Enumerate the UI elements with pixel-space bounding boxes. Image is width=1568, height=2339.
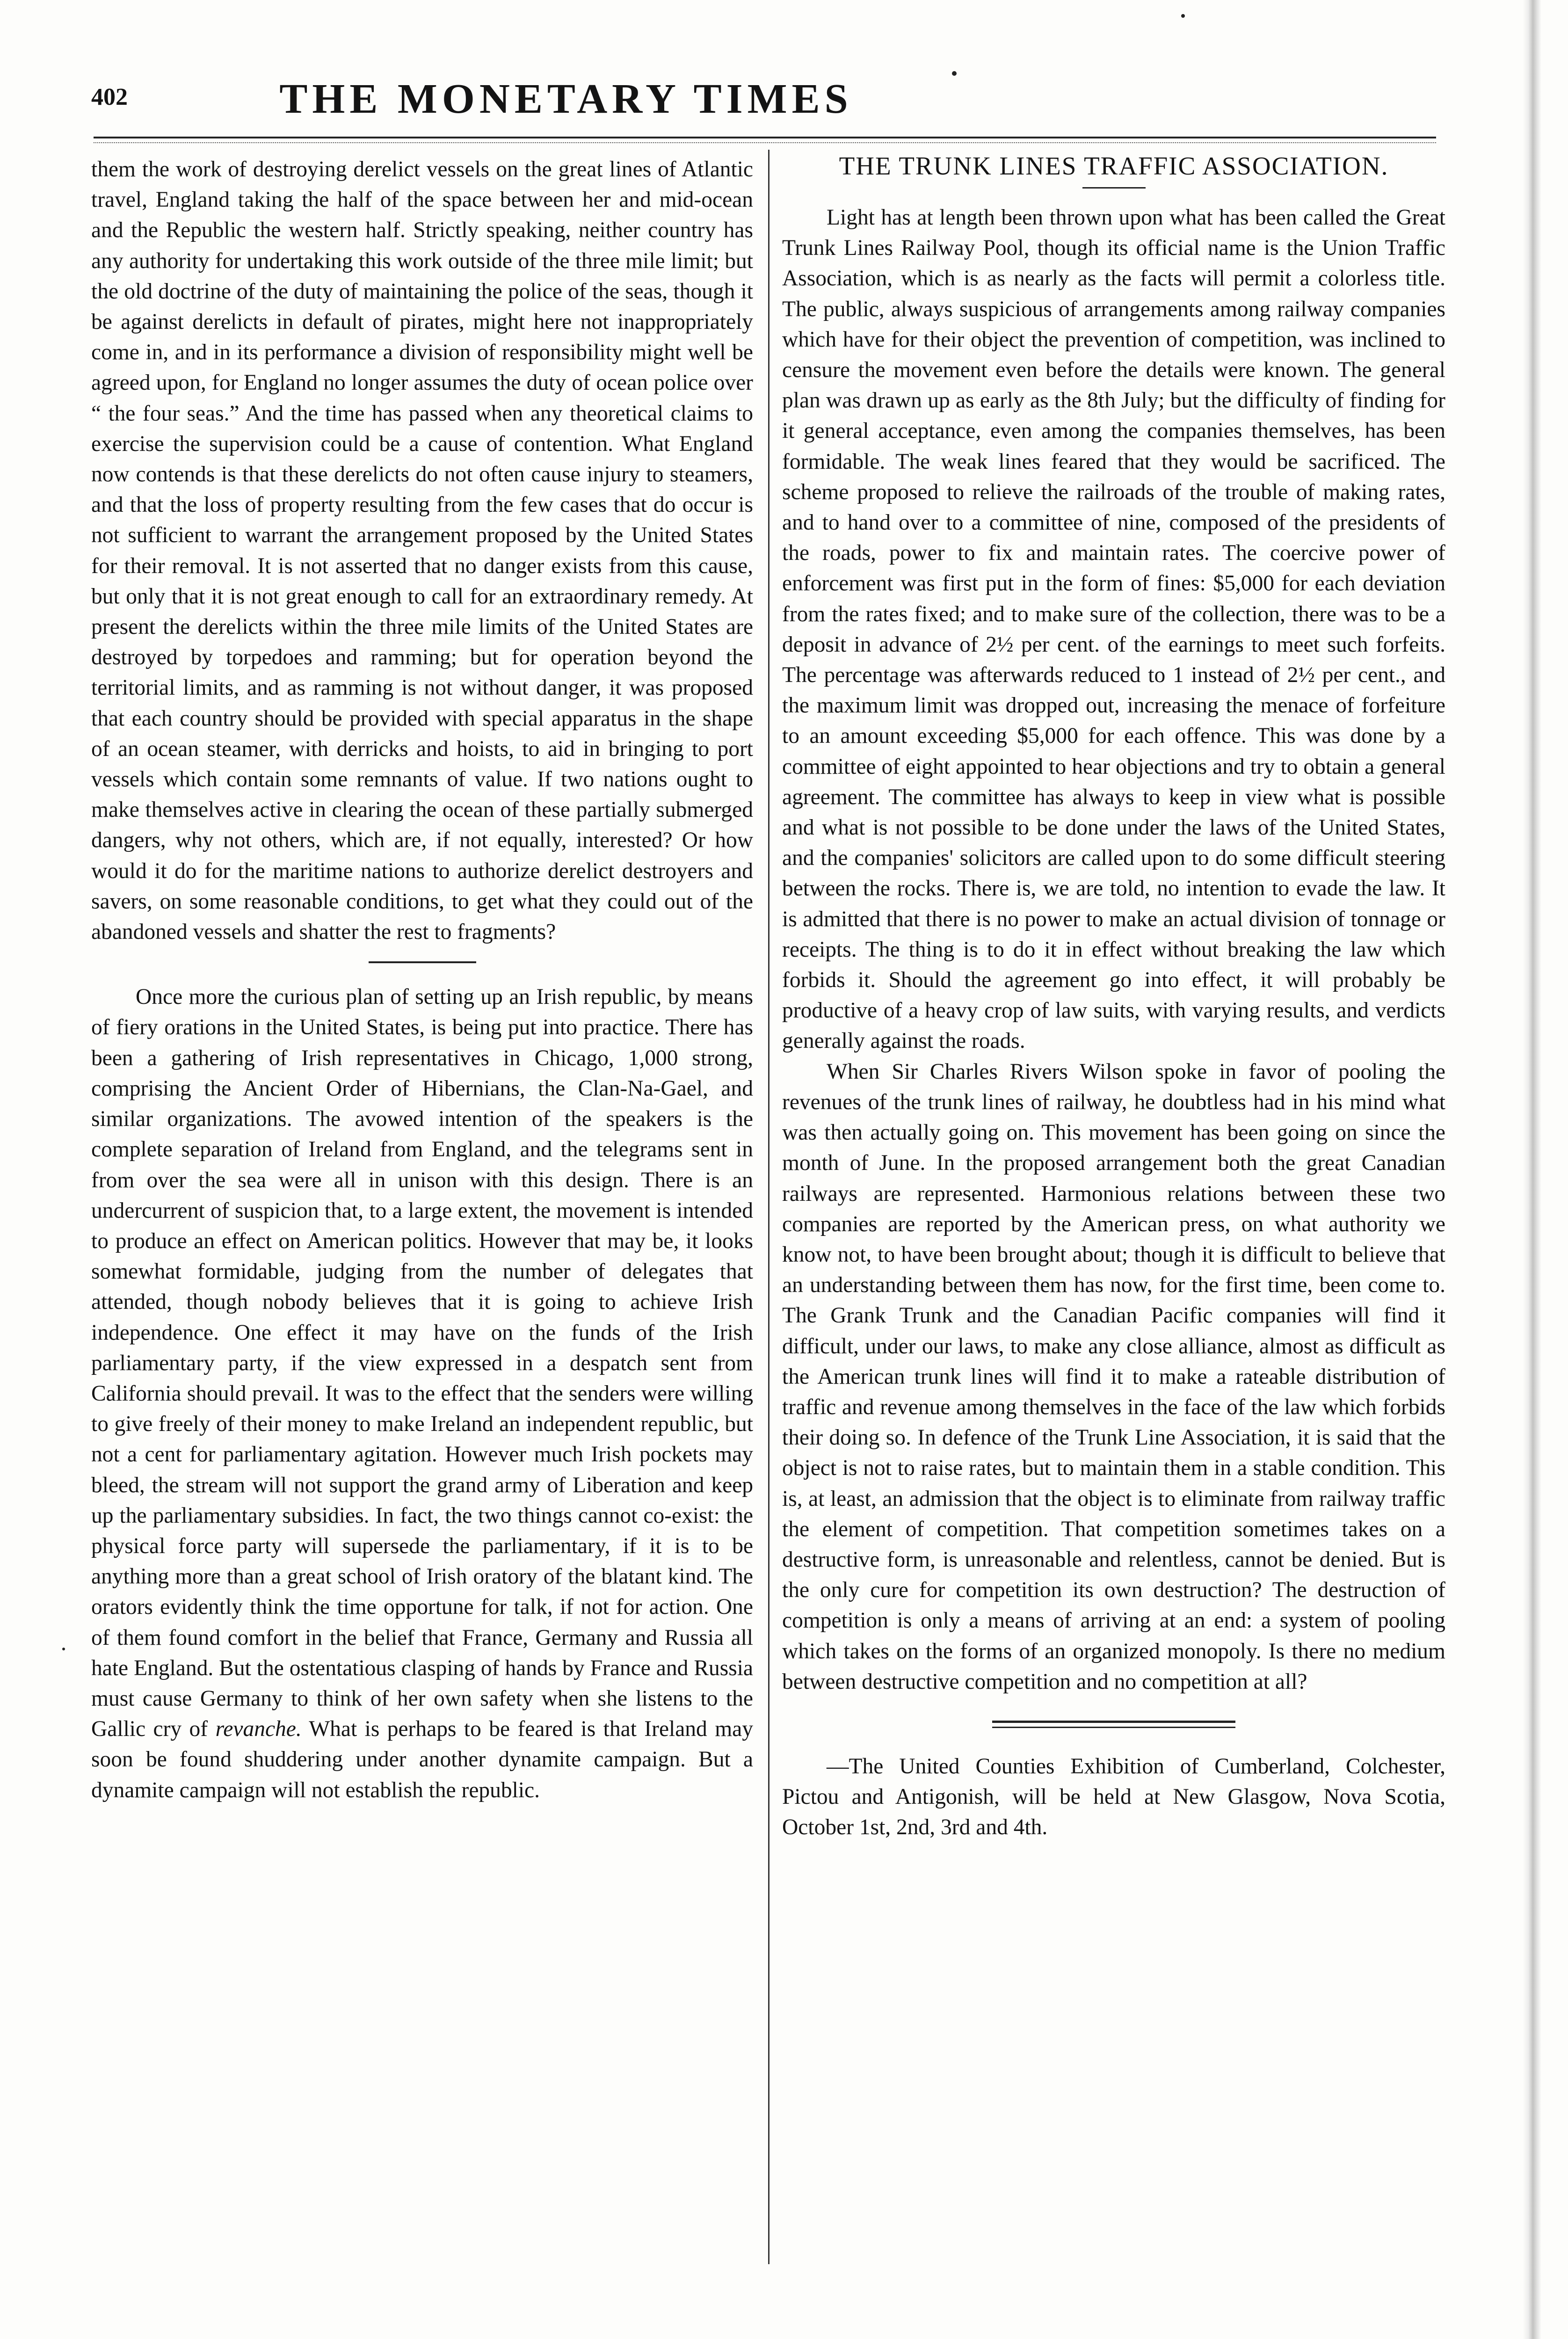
irish-republic-text-end: What is perhaps to be feared is that Ireland may soon be found shuddering under another dynamite campaign. But a dynamite campaign will not establish the republic. xyxy=(91,1717,754,1802)
page-edge-shadow xyxy=(1523,0,1541,2339)
print-speck xyxy=(1181,14,1185,18)
section-divider xyxy=(369,961,476,963)
left-column xyxy=(91,154,753,1806)
print-speck xyxy=(62,1648,65,1650)
exhibition-notice: —The United Counties Exhibition of Cumberland, Colchester, Pictou and Antigonish, will be held at New Glasgow, Nova Scotia, October 1st, 2nd, 3rd and 4th. xyxy=(782,1754,1445,1840)
page-number: 402 xyxy=(91,84,128,110)
article-title: THE TRUNK LINES TRAFFIC ASSOCIATION. xyxy=(839,152,1389,180)
header-dotted-rule xyxy=(94,142,1436,143)
double-divider xyxy=(992,1721,1235,1728)
revanche-italic: revanche. xyxy=(215,1717,302,1742)
right-column xyxy=(782,154,1445,1843)
derelicts-paragraph: them the work of destroying derelict vessels on the great lines of Atlantic travel, England taking the half of the space between her and mid-ocean and the Republic the western half. Strictly speaking, neither country has any authority for undertaking this work outside of the three mile limit; but the old doctrine of the duty of maintaining the police of the seas, though it be against derelicts in default of pirates, might here not inappropriately come in, and in its performance a division of responsibility might well be agreed upon, for England no longer assumes the duty of ocean police over “ the four seas.” And the time has passed when any theoretical claims to exercise the supervision could be a cause of contention. What England now contends is that these derelicts do not often cause injury to steamers, and that the loss of property resulting from the few cases that do occur is not sufficient to warrant the arrangement proposed by the United States for their removal. It is not asserted that no danger exists from this cause, but only that it is not great enough to call for an extraordinary remedy. At present the derelicts within the three mile limits of the United States are destroyed by torpedoes and ramming; but for operation beyond the territorial limits, and as ramming is not without danger, it was proposed that each country should be provided with special apparatus in the shape of an ocean steamer, with derricks and hoists, to aid in bringing to port vessels which contain some remnants of value. If two nations ought to make themselves active in clearing the ocean of these partially submerged dangers, why not others, which are, if not equally, interested? Or how would it do for the maritime nations to authorize derelict destroyers and savers, on some reasonable conditions, to get what they could out of the abandoned vessels and shatter the rest to fragments? xyxy=(91,157,753,944)
pooling-paragraph: When Sir Charles Rivers Wilson spoke in favor of pooling the revenues of the trunk lines of railway, he doubtless had in his mind what was then actually going on. This movement has been going on since the month of June. In the proposed arrangement both the great Canadian railways are represented. Harmonious relations between these two companies are reported by the American press, on what authority we know not, to have been brought about; though it is difficult to believe that an understanding between them has now, for the first time, been come to. The Grank Trunk and the Canadian Pacific companies will find it difficult, under our laws, to make any close alliance, almost as difficult as the American trunk lines will find it to make a rateable distribution of traffic and revenue among themselves in the face of the law which forbids their doing so. In defence of the Trunk Line Association, it is said that the object is not to raise rates, but to maintain them in a stable condition. This is, at least, an admission that the object is to eliminate from railway traffic the element of competition. That competition sometimes takes on a destructive form, is unreasonable and relentless, cannot be denied. But is the only cure for competition its own destruction? The destruction of competition is only a means of arriving at an end: a system of pooling which takes on the forms of an organized monopoly. Is there no medium between destructive competition and no competition at all? xyxy=(782,1059,1445,1694)
traffic-association-paragraph: Light has at length been thrown upon what has been called the Great Trunk Lines Railway Pool, though its official name is the Union Traffic Association, which is as nearly as the facts will permit a colorless title. The public, always suspicious of arrangements among railway companies which have for their object the prevention of competition, was inclined to censure the movement even before the details were known. The general plan was drawn up as early as the 8th July; but the difficulty of finding for it general acceptance, even among the companies themselves, has been formidable. The weak lines feared that they would be sacrificed. The scheme proposed to relieve the railroads of the trouble of making rates, and to hand over to a committee of nine, composed of the presidents of the roads, power to fix and maintain rates. The coercive power of enforcement was first put in the form of fines: $5,000 for each deviation from the rates fixed; and to make sure of the collection, there was to be a deposit in advance of 2½ per cent. of the earnings to meet such forfeits. The percentage was afterwards reduced to 1 instead of 2½ per cent., and the maximum limit was dropped out, increasing the menace of forfeiture to an amount exceeding $5,000 for each offence. This was done by a committee of eight appointed to hear objections and try to obtain a general agreement. The committee has always to keep in view what is possible and what is not possible to be done under the laws of the United States, and the companies' solicitors are called upon to do some difficult steering between the rocks. There is, we are told, no intention to evade the law. It is admitted that there is no power to make an actual division of tonnage or receipts. The thing is to do it in effect without breaking the law which forbids it. Should the agreement go into effect, it will probably be productive of a heavy crop of law suits, with varying results, and verdicts generally against the roads. xyxy=(782,205,1445,1053)
title-underline xyxy=(1082,187,1146,189)
irish-republic-text: Once more the curious plan of setting up an Irish republic, by means of fiery orations in the United States, is being put into practice. There has been a gathering of Irish representatives in Chicago, 1,000 strong, comprising the Ancient Order of Hibernians, the Clan-Na-Gael, and similar organizations. The avowed intention of the speakers is the complete separation of Ireland from England, and the telegrams sent in from over the sea were all in unison with this design. There is an undercurrent of suspicion that, to a large extent, the movement is intended to produce an effect on American politics. However that may be, it looks somewhat formidable, judging from the number of delegates that attended, though nobody believes that it is going to achieve Irish independence. One effect it may have on the funds of the Irish parliamentary party, if the view expressed in a despatch sent from California should prevail. It was to the effect that the senders were willing to give freely of their money to make Ireland an independent republic, but not a cent for parliamentary agitation. However much Irish pockets may bleed, the stream will not support the grand army of Liberation and keep up the parliamentary subsidies. In fact, the two things cannot co-exist: the physical force party will supersede the parliamentary, if it is to be anything more than a great school of Irish oratory of the blatant kind. The orators evidently think the time opportune for talk, if not for action. One of them found comfort in the belief that France, Germany and Russia all hate England. But the ostentatious clasping of hands by France and Russia must cause Germany to think of her own safety when she listens to the Gallic cry of xyxy=(91,985,753,1742)
print-speck xyxy=(952,71,957,76)
page-header xyxy=(91,70,1041,126)
irish-republic-paragraph xyxy=(91,982,753,1805)
header-rule xyxy=(94,137,1436,138)
column-divider xyxy=(768,150,769,2264)
masthead-title: THE MONETARY TIMES xyxy=(279,76,853,122)
